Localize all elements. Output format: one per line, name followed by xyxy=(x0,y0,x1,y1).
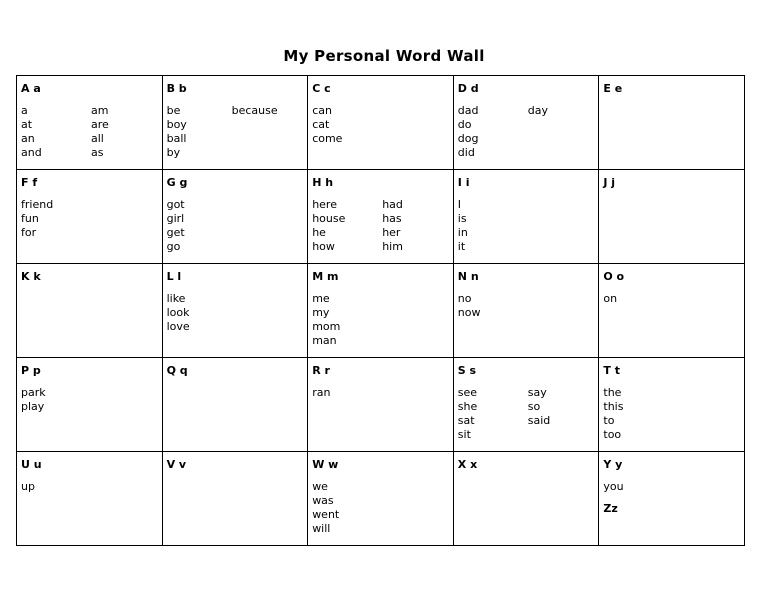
word: too xyxy=(603,428,622,441)
word-column xyxy=(458,104,528,160)
page-title: My Personal Word Wall xyxy=(283,47,485,65)
word-list xyxy=(312,104,453,146)
word: I xyxy=(457,198,462,211)
cell-letter: K k xyxy=(21,270,41,283)
word-wall-row xyxy=(17,452,745,546)
cell-letter: D d xyxy=(457,82,479,95)
word: be xyxy=(166,104,181,117)
word-column xyxy=(232,104,278,160)
word: in xyxy=(457,226,468,239)
letter-cell xyxy=(453,452,599,546)
cell-letter: U u xyxy=(21,458,42,471)
word: this xyxy=(603,400,624,413)
letter-cell xyxy=(599,264,745,358)
cell-letter: R r xyxy=(312,364,330,377)
cell-letter: S s xyxy=(457,364,477,377)
word-column xyxy=(21,386,91,414)
word-column xyxy=(21,104,91,160)
word: here xyxy=(312,198,337,211)
letter-cell xyxy=(599,76,745,170)
word: see xyxy=(457,386,478,399)
letter-cell xyxy=(17,264,163,358)
word-column xyxy=(458,198,528,254)
letter-cell xyxy=(308,76,454,170)
letter-cell xyxy=(162,76,308,170)
word-list xyxy=(603,480,744,494)
word: as xyxy=(91,146,104,159)
word: boy xyxy=(166,118,187,131)
word-list xyxy=(21,480,162,494)
word: at xyxy=(21,118,33,131)
cell-letter: H h xyxy=(312,176,334,189)
word: friend xyxy=(21,198,54,211)
word: was xyxy=(312,494,334,507)
letter-cell xyxy=(17,358,163,452)
word-list xyxy=(603,386,744,442)
word: her xyxy=(382,226,401,239)
word: come xyxy=(312,132,343,145)
word-column xyxy=(312,104,382,146)
word: will xyxy=(312,522,331,535)
word: say xyxy=(527,386,547,399)
word: go xyxy=(166,240,181,253)
word-wall-row xyxy=(17,358,745,452)
word: sit xyxy=(457,428,471,441)
word: did xyxy=(457,146,475,159)
letter-cell xyxy=(308,264,454,358)
word-list xyxy=(603,292,744,306)
word: get xyxy=(166,226,185,239)
word-wall-table xyxy=(16,75,745,546)
word-column xyxy=(167,104,232,160)
word: up xyxy=(21,480,35,493)
letter-cell xyxy=(453,264,599,358)
word: because xyxy=(231,104,278,117)
word: girl xyxy=(166,212,185,225)
word: you xyxy=(603,480,624,493)
cell-letter: G g xyxy=(166,176,188,189)
word: him xyxy=(382,240,403,253)
letter-cell xyxy=(162,264,308,358)
cell-letter: T t xyxy=(603,364,620,377)
letter-cell xyxy=(17,76,163,170)
cell-letter: I i xyxy=(457,176,470,189)
word-list xyxy=(312,198,453,254)
letter-cell xyxy=(599,358,745,452)
word-wall-row xyxy=(17,170,745,264)
word-list xyxy=(312,480,453,536)
word: had xyxy=(382,198,403,211)
letter-cell xyxy=(308,452,454,546)
word-wall-row xyxy=(17,76,745,170)
letter-cell xyxy=(308,170,454,264)
letter-cell xyxy=(453,358,599,452)
cell-letter: O o xyxy=(603,270,625,283)
word: dad xyxy=(457,104,479,117)
word-column xyxy=(312,480,382,536)
word-column xyxy=(603,386,673,442)
word: play xyxy=(21,400,45,413)
word-list xyxy=(21,386,162,414)
word: on xyxy=(603,292,618,305)
word-column xyxy=(603,292,673,306)
word: house xyxy=(312,212,346,225)
word: we xyxy=(312,480,328,493)
cell-letter: X x xyxy=(457,458,478,471)
cell-letter: A a xyxy=(21,82,41,95)
word: like xyxy=(166,292,186,305)
word: it xyxy=(457,240,466,253)
word: he xyxy=(312,226,326,239)
word-column xyxy=(458,386,528,442)
letter-cell xyxy=(17,170,163,264)
word: so xyxy=(527,400,541,413)
letter-cell xyxy=(162,358,308,452)
word: the xyxy=(603,386,622,399)
word: love xyxy=(166,320,190,333)
word-column xyxy=(382,198,403,254)
word-list xyxy=(167,292,308,334)
word: do xyxy=(457,118,472,131)
word: look xyxy=(166,306,190,319)
word-column xyxy=(603,480,673,494)
word: she xyxy=(457,400,478,413)
word: to xyxy=(603,414,615,427)
word-list xyxy=(312,292,453,348)
cell-letter: L l xyxy=(166,270,182,283)
letter-cell xyxy=(162,170,308,264)
cell-letter: W w xyxy=(312,458,339,471)
word: got xyxy=(166,198,185,211)
word: how xyxy=(312,240,335,253)
word: are xyxy=(91,118,109,131)
word-list xyxy=(167,104,308,160)
cell-letter: N n xyxy=(457,270,479,283)
letter-cell xyxy=(162,452,308,546)
word: man xyxy=(312,334,337,347)
cell-letter: B b xyxy=(166,82,187,95)
word: all xyxy=(91,132,104,145)
word-column xyxy=(312,198,382,254)
letter-cell xyxy=(599,452,745,546)
letter-cell xyxy=(599,170,745,264)
word: and xyxy=(21,146,42,159)
cell-letter: Q q xyxy=(166,364,188,377)
word-column xyxy=(528,104,548,160)
word: mom xyxy=(312,320,341,333)
word: for xyxy=(21,226,37,239)
word-column xyxy=(91,104,109,160)
cell-letter: P p xyxy=(21,364,41,377)
word-list xyxy=(458,386,599,442)
word-list xyxy=(312,386,453,400)
word-column xyxy=(312,292,382,348)
word: said xyxy=(527,414,551,427)
word-column xyxy=(167,198,237,254)
word-list xyxy=(167,198,308,254)
word: is xyxy=(457,212,467,225)
word: went xyxy=(312,508,340,521)
word-column xyxy=(21,480,91,494)
word: park xyxy=(21,386,46,399)
letter-cell xyxy=(453,170,599,264)
word-column xyxy=(528,386,551,442)
word-list xyxy=(21,198,162,240)
extra-letter: Zz xyxy=(603,502,618,515)
word-column xyxy=(21,198,91,240)
word: fun xyxy=(21,212,39,225)
cell-letter: C c xyxy=(312,82,331,95)
word: am xyxy=(91,104,109,117)
cell-letter: J j xyxy=(603,176,616,189)
word: dog xyxy=(457,132,479,145)
word: by xyxy=(166,146,181,159)
word: now xyxy=(457,306,481,319)
cell-letter: Y y xyxy=(603,458,623,471)
word: me xyxy=(312,292,330,305)
word-list xyxy=(458,292,599,320)
word-column xyxy=(167,292,237,334)
word-list xyxy=(458,104,599,160)
word: day xyxy=(527,104,549,117)
word-column xyxy=(312,386,382,400)
cell-letter: M m xyxy=(312,270,339,283)
word-wall-row xyxy=(17,264,745,358)
word: no xyxy=(457,292,472,305)
word: my xyxy=(312,306,330,319)
word-column xyxy=(458,292,528,320)
word: an xyxy=(21,132,35,145)
word-list xyxy=(21,104,162,160)
word: sat xyxy=(457,414,475,427)
letter-cell xyxy=(453,76,599,170)
word-list xyxy=(458,198,599,254)
cell-letter: E e xyxy=(603,82,623,95)
letter-cell xyxy=(17,452,163,546)
word: a xyxy=(21,104,28,117)
word: cat xyxy=(312,118,330,131)
word: ran xyxy=(312,386,331,399)
cell-letter: F f xyxy=(21,176,38,189)
letter-cell xyxy=(308,358,454,452)
word: has xyxy=(382,212,402,225)
word: can xyxy=(312,104,332,117)
cell-letter: V v xyxy=(166,458,187,471)
word: ball xyxy=(166,132,187,145)
